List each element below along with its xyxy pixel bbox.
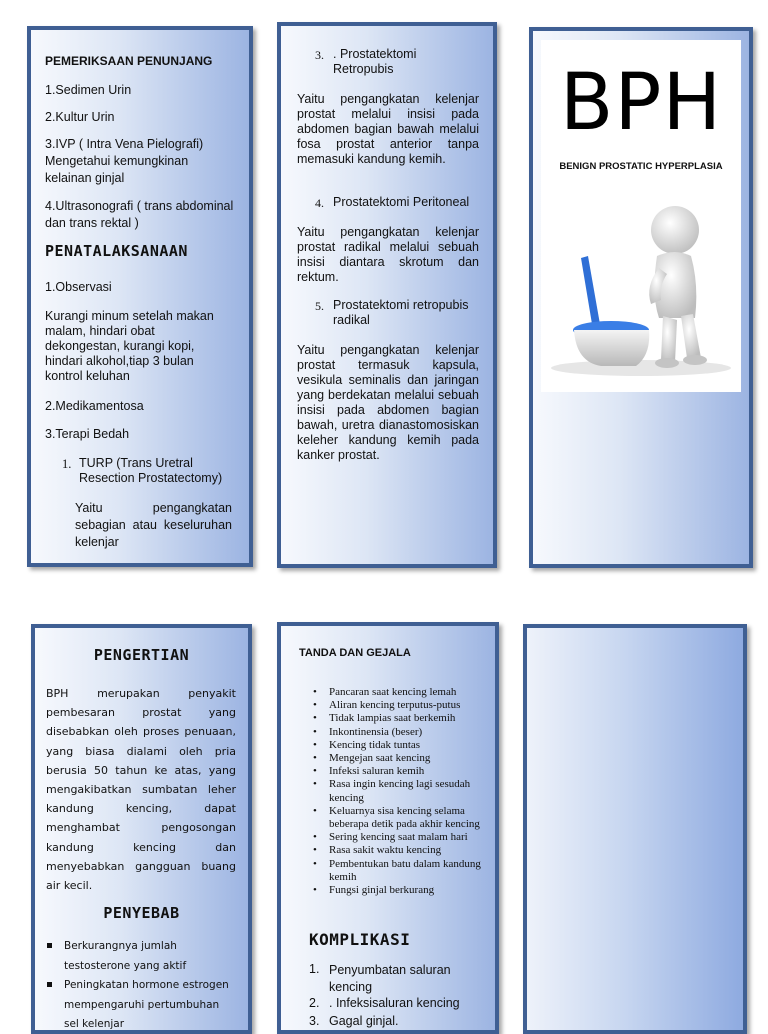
symptom-item: • Pancaran saat kencing lemah [309,686,489,699]
item-terapi-bedah: 3.Terapi Bedah [45,427,130,441]
symptom-item: • Rasa ingin kencing lagi sesudah kencing [309,778,489,804]
panel-empty [523,624,747,1034]
text-peritoneal: Yaitu pengangkatan kelenjar prostat radikal melalui sebuah insisi diantara skrotum dan rektum. [297,225,479,284]
panel-pengertian [31,624,252,1034]
number-5: 5. [315,299,324,313]
panel-cover [529,27,753,568]
tanda-gejala-heading: TANDA DAN GEJALA [299,647,411,659]
pengertian-text: BPH merupakan penyakit pembesaran prostat yang disebabkan oleh proses penuaan, yang biasa dialami oleh pria berusia 50 tahun ke atas, yang mengakibatkan sumbatan leher kandung kencing, dapat menghambat pengosongan kandung kencing dan menyebabkan gangguan buang air kecil. [46,687,236,893]
cover-subtitle: BENIGN PROSTATIC HYPERPLASIA [559,161,723,172]
turp-number: 1. [62,457,72,471]
symptom-list [309,686,489,897]
panel-prostatektomi [277,22,497,568]
number-4: 4. [315,196,324,210]
cause-item: Berkurangnya jumlah testosterone yang aktif [46,937,236,976]
complication-item: Gagal ginjal. [329,1014,399,1028]
turp-title: TURP (Trans Uretral Resection Prostatectomy) [79,456,223,485]
complication-item: Penyumbatan saluran kencing [329,963,451,994]
complication-number: 1. [309,962,320,976]
symptom-item: • Fungsi ginjal berkurang [309,884,489,897]
item-kultur: 2.Kultur Urin [45,110,115,124]
symptom-item: • Tidak lampias saat berkemih [309,712,489,725]
complication-number: 3. [309,1014,320,1028]
heading-retropubis: . Prostatektomi Retropubis [333,47,417,76]
heading-peritoneal: Prostatektomi Peritoneal [333,195,470,209]
symptom-item: • Rasa sakit waktu kencing [309,844,489,857]
symptom-item: • Inkontinensia (beser) [309,726,489,739]
item-medikamentosa: 2.Medikamentosa [45,399,144,413]
heading-pemeriksaan: PEMERIKSAAN PENUNJANG [45,54,213,68]
cause-item: Peningkatan hormone estrogen mempengaruhi pertumbuhan sel kelenjar [46,976,236,1034]
pengertian-title: PENGERTIAN [93,646,190,664]
turp-text: Yaitu pengangkatan sebagian atau keseluruhan kelenjar [75,501,232,549]
symptom-item: • Infeksi saluran kemih [309,765,489,778]
text-retropubis-radikal: Yaitu pengangkatan kelenjar prostat termasuk kapsula, vesikula seminalis dan jaringan yang berdekatan melalui sebuah insisi pada abdomen bagian bawah, uretra dianastomosiskan keleher kandung kemih pada kanker prostat. [297,343,479,462]
heading-retropubis-radikal: Prostatektomi retropubis radikal [333,298,469,327]
item-sedimen: 1.Sedimen Urin [45,83,132,97]
item-usg: 4.Ultrasonografi ( trans abdominal dan trans rektal ) [45,199,234,230]
panel-tanda-gejala [277,622,499,1034]
person-at-toilet-icon [541,190,741,390]
complication-item: . Infeksisaluran kencing [329,996,460,1010]
symptom-item: • Keluarnya sisa kencing selama beberapa detik pada akhir kencing [309,805,489,831]
symptom-item: • Kencing tidak tuntas [309,739,489,752]
penyebab-title: PENYEBAB [103,904,180,922]
text-retropubis: Yaitu pengangkatan kelenjar prostat melalui insisi pada abdomen bagian bawah melalui fosa prostat anterior tanpa memasuki kandung kemih. [297,92,479,166]
symptom-item: • Pembentukan batu dalam kandung kemih [309,858,489,884]
penyebab-list [46,937,236,1034]
cover-card [541,40,741,392]
section-penatalaksanaan: PENATALAKSANAAN [45,242,188,260]
cover-title: BPH [559,58,723,148]
symptom-item: • Mengejan saat kencing [309,752,489,765]
number-3: 3. [315,48,324,62]
panel-pemeriksaan [27,26,253,567]
komplikasi-title: KOMPLIKASI [309,930,411,949]
item-ivp: 3.IVP ( Intra Vena Pielografi) Mengetahui kemungkinan kelainan ginjal [45,137,204,185]
item-observasi: 1.Observasi [45,280,112,294]
symptom-item: • Sering kencing saat malam hari [309,831,489,844]
observasi-text: Kurangi minum setelah makan malam, hindari obat dekongestan, kurangi kopi, hindari alkohol,tiap 3 bulan kontrol keluhan [45,309,214,383]
symptom-item: • Aliran kencing terputus-putus [309,699,489,712]
complication-number: 2. [309,996,320,1010]
